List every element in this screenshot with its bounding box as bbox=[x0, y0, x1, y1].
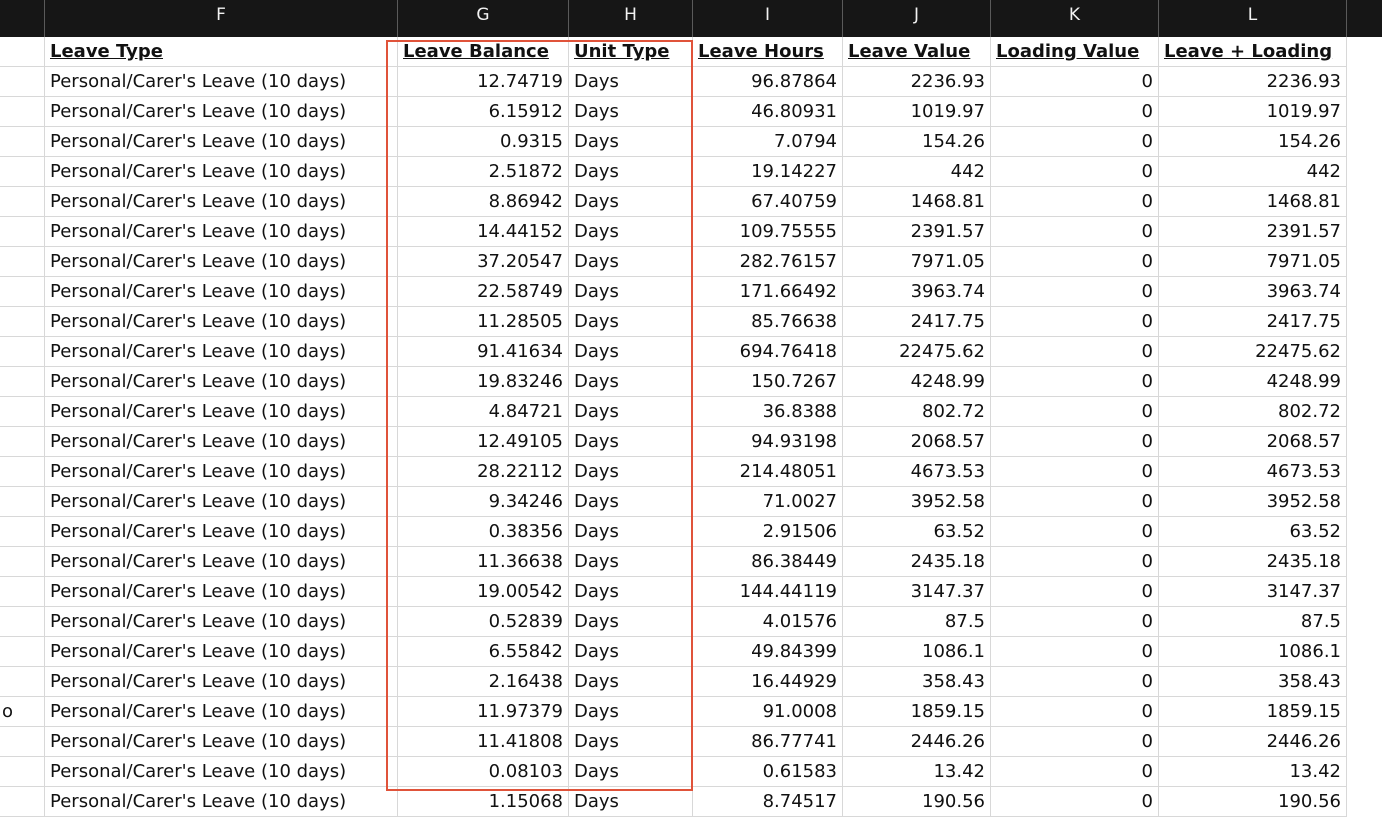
table-cell[interactable]: 2446.26 bbox=[1159, 727, 1347, 757]
table-cell[interactable]: 1859.15 bbox=[843, 697, 991, 727]
table-cell[interactable]: 7.0794 bbox=[693, 127, 843, 157]
table-cell[interactable]: Personal/Carer's Leave (10 days) bbox=[45, 97, 398, 127]
table-cell[interactable]: 22475.62 bbox=[1159, 337, 1347, 367]
row-gutter-cell[interactable] bbox=[0, 427, 45, 457]
table-cell[interactable]: Personal/Carer's Leave (10 days) bbox=[45, 307, 398, 337]
row-gutter-cell[interactable] bbox=[0, 607, 45, 637]
table-cell[interactable]: 36.8388 bbox=[693, 397, 843, 427]
table-row bbox=[0, 367, 1382, 397]
table-cell[interactable]: Personal/Carer's Leave (10 days) bbox=[45, 127, 398, 157]
table-cell[interactable]: Days bbox=[569, 457, 693, 487]
table-cell[interactable]: 0 bbox=[991, 217, 1159, 247]
table-cell[interactable]: Days bbox=[569, 307, 693, 337]
table-cell[interactable]: 14.44152 bbox=[398, 217, 569, 247]
table-cell[interactable]: 11.97379 bbox=[398, 697, 569, 727]
table-cell[interactable]: Personal/Carer's Leave (10 days) bbox=[45, 397, 398, 427]
table-cell[interactable]: Days bbox=[569, 187, 693, 217]
header-cell[interactable]: Leave Balance bbox=[398, 37, 569, 67]
table-cell[interactable]: 1086.1 bbox=[843, 637, 991, 667]
table-cell[interactable]: 4248.99 bbox=[843, 367, 991, 397]
table-cell[interactable]: Personal/Carer's Leave (10 days) bbox=[45, 517, 398, 547]
table-cell[interactable]: Days bbox=[569, 97, 693, 127]
table-cell[interactable]: Days bbox=[569, 337, 693, 367]
table-cell[interactable]: 2236.93 bbox=[1159, 67, 1347, 97]
table-cell[interactable]: 358.43 bbox=[1159, 667, 1347, 697]
table-cell[interactable]: 6.15912 bbox=[398, 97, 569, 127]
table-row bbox=[0, 727, 1382, 757]
table-cell[interactable]: Days bbox=[569, 697, 693, 727]
table-cell[interactable]: 1019.97 bbox=[1159, 97, 1347, 127]
table-cell[interactable]: 2435.18 bbox=[1159, 547, 1347, 577]
table-cell[interactable]: Days bbox=[569, 637, 693, 667]
table-cell[interactable]: 0 bbox=[991, 187, 1159, 217]
table-cell[interactable]: 0 bbox=[991, 637, 1159, 667]
table-cell[interactable]: 37.20547 bbox=[398, 247, 569, 277]
row-gutter-cell[interactable] bbox=[0, 547, 45, 577]
table-cell[interactable]: 802.72 bbox=[1159, 397, 1347, 427]
table-cell[interactable]: 3147.37 bbox=[1159, 577, 1347, 607]
row-gutter-cell[interactable] bbox=[0, 397, 45, 427]
table-cell[interactable]: 7971.05 bbox=[843, 247, 991, 277]
table-cell[interactable]: Days bbox=[569, 517, 693, 547]
table-cell[interactable]: Days bbox=[569, 487, 693, 517]
table-cell[interactable]: 4248.99 bbox=[1159, 367, 1347, 397]
table-cell[interactable]: 86.38449 bbox=[693, 547, 843, 577]
row-header-corner[interactable] bbox=[0, 0, 45, 37]
table-cell[interactable]: 442 bbox=[1159, 157, 1347, 187]
table-cell[interactable]: 94.93198 bbox=[693, 427, 843, 457]
table-cell[interactable]: 67.40759 bbox=[693, 187, 843, 217]
table-cell[interactable]: 190.56 bbox=[843, 787, 991, 817]
table-cell[interactable]: Personal/Carer's Leave (10 days) bbox=[45, 727, 398, 757]
table-cell[interactable]: Personal/Carer's Leave (10 days) bbox=[45, 337, 398, 367]
table-cell[interactable]: 63.52 bbox=[843, 517, 991, 547]
table-cell[interactable]: Personal/Carer's Leave (10 days) bbox=[45, 667, 398, 697]
table-cell[interactable]: 86.77741 bbox=[693, 727, 843, 757]
column-letter-l[interactable]: L bbox=[1159, 0, 1347, 37]
table-cell[interactable]: 71.0027 bbox=[693, 487, 843, 517]
table-cell[interactable]: Personal/Carer's Leave (10 days) bbox=[45, 487, 398, 517]
table-cell[interactable]: 1468.81 bbox=[843, 187, 991, 217]
row-gutter-cell[interactable] bbox=[0, 487, 45, 517]
table-row bbox=[0, 247, 1382, 277]
row-gutter-cell[interactable] bbox=[0, 457, 45, 487]
table-cell[interactable]: 171.66492 bbox=[693, 277, 843, 307]
row-gutter-cell[interactable] bbox=[0, 667, 45, 697]
table-cell[interactable]: 0 bbox=[991, 667, 1159, 697]
table-cell[interactable]: 11.36638 bbox=[398, 547, 569, 577]
table-cell[interactable]: 2446.26 bbox=[843, 727, 991, 757]
table-cell[interactable]: Days bbox=[569, 547, 693, 577]
header-cell[interactable]: Loading Value bbox=[991, 37, 1159, 67]
table-cell[interactable]: 1086.1 bbox=[1159, 637, 1347, 667]
table-cell[interactable]: Personal/Carer's Leave (10 days) bbox=[45, 547, 398, 577]
table-cell[interactable]: 8.86942 bbox=[398, 187, 569, 217]
table-cell[interactable]: Days bbox=[569, 277, 693, 307]
table-row bbox=[0, 397, 1382, 427]
table-cell[interactable]: 2417.75 bbox=[1159, 307, 1347, 337]
table-cell[interactable]: 63.52 bbox=[1159, 517, 1347, 547]
table-row bbox=[0, 787, 1382, 817]
table-cell[interactable]: Days bbox=[569, 667, 693, 697]
table-cell[interactable]: 0 bbox=[991, 517, 1159, 547]
row-gutter-cell[interactable] bbox=[0, 367, 45, 397]
table-cell[interactable]: 19.00542 bbox=[398, 577, 569, 607]
column-letter-j[interactable]: J bbox=[843, 0, 991, 37]
table-cell[interactable]: 0 bbox=[991, 427, 1159, 457]
table-cell[interactable]: 0 bbox=[991, 457, 1159, 487]
table-cell[interactable]: Days bbox=[569, 757, 693, 787]
table-cell[interactable]: Personal/Carer's Leave (10 days) bbox=[45, 217, 398, 247]
table-cell[interactable]: 28.22112 bbox=[398, 457, 569, 487]
table-row bbox=[0, 307, 1382, 337]
table-cell[interactable]: 0 bbox=[991, 127, 1159, 157]
table-cell[interactable]: Days bbox=[569, 577, 693, 607]
table-cell[interactable]: 96.87864 bbox=[693, 67, 843, 97]
row-gutter-cell[interactable] bbox=[0, 637, 45, 667]
table-cell[interactable]: 1019.97 bbox=[843, 97, 991, 127]
table-cell[interactable]: Personal/Carer's Leave (10 days) bbox=[45, 787, 398, 817]
table-cell[interactable]: 0 bbox=[991, 97, 1159, 127]
table-cell[interactable]: 109.75555 bbox=[693, 217, 843, 247]
table-cell[interactable]: 19.14227 bbox=[693, 157, 843, 187]
table-cell[interactable]: 2.16438 bbox=[398, 667, 569, 697]
table-cell[interactable]: 91.41634 bbox=[398, 337, 569, 367]
row-gutter-cell[interactable] bbox=[0, 37, 45, 67]
table-cell[interactable]: Days bbox=[569, 427, 693, 457]
table-row bbox=[0, 187, 1382, 217]
table-cell[interactable]: 282.76157 bbox=[693, 247, 843, 277]
row-gutter-cell[interactable] bbox=[0, 307, 45, 337]
table-cell[interactable]: 150.7267 bbox=[693, 367, 843, 397]
table-cell[interactable]: 8.74517 bbox=[693, 787, 843, 817]
table-cell[interactable]: 12.49105 bbox=[398, 427, 569, 457]
table-cell[interactable]: 2.51872 bbox=[398, 157, 569, 187]
table-cell[interactable]: Personal/Carer's Leave (10 days) bbox=[45, 427, 398, 457]
table-cell[interactable]: 0.08103 bbox=[398, 757, 569, 787]
table-cell[interactable]: 6.55842 bbox=[398, 637, 569, 667]
table-cell[interactable]: Personal/Carer's Leave (10 days) bbox=[45, 187, 398, 217]
column-letter-h[interactable]: H bbox=[569, 0, 693, 37]
table-cell[interactable]: 11.41808 bbox=[398, 727, 569, 757]
header-cell[interactable]: Leave Hours bbox=[693, 37, 843, 67]
table-cell[interactable]: 0 bbox=[991, 487, 1159, 517]
table-cell[interactable]: 2236.93 bbox=[843, 67, 991, 97]
table-cell[interactable]: Days bbox=[569, 157, 693, 187]
table-row bbox=[0, 517, 1382, 547]
table-cell[interactable]: 0.61583 bbox=[693, 757, 843, 787]
table-cell[interactable]: 3963.74 bbox=[843, 277, 991, 307]
table-cell[interactable]: 1859.15 bbox=[1159, 697, 1347, 727]
table-cell[interactable]: 4673.53 bbox=[1159, 457, 1347, 487]
column-header-bar bbox=[0, 0, 1382, 37]
table-cell[interactable]: 1.15068 bbox=[398, 787, 569, 817]
table-cell[interactable]: 16.44929 bbox=[693, 667, 843, 697]
table-cell[interactable]: Days bbox=[569, 367, 693, 397]
table-cell[interactable]: 0 bbox=[991, 67, 1159, 97]
table-cell[interactable]: 1468.81 bbox=[1159, 187, 1347, 217]
table-cell[interactable]: 2391.57 bbox=[1159, 217, 1347, 247]
row-gutter-cell[interactable] bbox=[0, 787, 45, 817]
table-cell[interactable]: Days bbox=[569, 67, 693, 97]
row-gutter-cell[interactable] bbox=[0, 577, 45, 607]
header-cell[interactable]: Leave Type bbox=[45, 37, 398, 67]
table-cell[interactable]: 0 bbox=[991, 277, 1159, 307]
table-cell[interactable]: 22.58749 bbox=[398, 277, 569, 307]
table-cell[interactable]: 2.91506 bbox=[693, 517, 843, 547]
row-gutter-cell[interactable] bbox=[0, 97, 45, 127]
table-cell[interactable]: Days bbox=[569, 787, 693, 817]
table-cell[interactable]: 0 bbox=[991, 247, 1159, 277]
table-row bbox=[0, 217, 1382, 247]
row-gutter-cell[interactable] bbox=[0, 727, 45, 757]
table-cell[interactable]: 144.44119 bbox=[693, 577, 843, 607]
table-cell[interactable]: Personal/Carer's Leave (10 days) bbox=[45, 607, 398, 637]
table-row bbox=[0, 337, 1382, 367]
table-cell[interactable]: 0.38356 bbox=[398, 517, 569, 547]
table-cell[interactable]: 87.5 bbox=[843, 607, 991, 637]
table-cell[interactable]: 91.0008 bbox=[693, 697, 843, 727]
row-gutter-cell[interactable] bbox=[0, 247, 45, 277]
table-row bbox=[0, 97, 1382, 127]
table-cell[interactable]: Personal/Carer's Leave (10 days) bbox=[45, 577, 398, 607]
table-cell[interactable]: Days bbox=[569, 397, 693, 427]
table-row bbox=[0, 67, 1382, 97]
table-cell[interactable]: Personal/Carer's Leave (10 days) bbox=[45, 247, 398, 277]
table-cell[interactable]: Days bbox=[569, 607, 693, 637]
table-cell[interactable]: 2417.75 bbox=[843, 307, 991, 337]
table-cell[interactable]: 4.84721 bbox=[398, 397, 569, 427]
table-cell[interactable]: Personal/Carer's Leave (10 days) bbox=[45, 277, 398, 307]
table-cell[interactable]: Personal/Carer's Leave (10 days) bbox=[45, 757, 398, 787]
row-gutter-cell[interactable] bbox=[0, 157, 45, 187]
table-cell[interactable]: 3952.58 bbox=[1159, 487, 1347, 517]
table-cell[interactable]: 13.42 bbox=[1159, 757, 1347, 787]
table-cell[interactable]: 2068.57 bbox=[1159, 427, 1347, 457]
table-cell[interactable]: Days bbox=[569, 127, 693, 157]
table-cell[interactable]: 46.80931 bbox=[693, 97, 843, 127]
row-gutter-cell[interactable] bbox=[0, 277, 45, 307]
table-cell[interactable]: 87.5 bbox=[1159, 607, 1347, 637]
table-row bbox=[0, 547, 1382, 577]
table-cell[interactable]: 214.48051 bbox=[693, 457, 843, 487]
table-cell[interactable]: 0 bbox=[991, 157, 1159, 187]
table-cell[interactable]: Personal/Carer's Leave (10 days) bbox=[45, 697, 398, 727]
table-cell[interactable]: 13.42 bbox=[843, 757, 991, 787]
table-cell[interactable]: 4673.53 bbox=[843, 457, 991, 487]
table-cell[interactable]: 9.34246 bbox=[398, 487, 569, 517]
table-cell[interactable]: 0 bbox=[991, 787, 1159, 817]
row-gutter-cell[interactable]: o bbox=[0, 697, 45, 727]
table-cell[interactable]: 358.43 bbox=[843, 667, 991, 697]
row-gutter-cell[interactable] bbox=[0, 187, 45, 217]
table-cell[interactable]: 694.76418 bbox=[693, 337, 843, 367]
table-row bbox=[0, 277, 1382, 307]
table-cell[interactable]: 11.28505 bbox=[398, 307, 569, 337]
header-row bbox=[0, 37, 1382, 67]
table-cell[interactable]: 3963.74 bbox=[1159, 277, 1347, 307]
table-cell[interactable]: Personal/Carer's Leave (10 days) bbox=[45, 367, 398, 397]
table-cell[interactable]: Days bbox=[569, 727, 693, 757]
table-cell[interactable]: 154.26 bbox=[1159, 127, 1347, 157]
table-row bbox=[0, 427, 1382, 457]
table-cell[interactable]: 2068.57 bbox=[843, 427, 991, 457]
table-cell[interactable]: 154.26 bbox=[843, 127, 991, 157]
table-cell[interactable]: 0 bbox=[991, 757, 1159, 787]
row-gutter-cell[interactable] bbox=[0, 517, 45, 547]
header-cell[interactable]: Unit Type bbox=[569, 37, 693, 67]
row-gutter-cell[interactable] bbox=[0, 127, 45, 157]
table-cell[interactable]: 0 bbox=[991, 397, 1159, 427]
table-cell[interactable]: 12.74719 bbox=[398, 67, 569, 97]
table-cell[interactable]: 0 bbox=[991, 547, 1159, 577]
table-row bbox=[0, 127, 1382, 157]
table-row bbox=[0, 667, 1382, 697]
row-gutter-cell[interactable] bbox=[0, 337, 45, 367]
table-row bbox=[0, 697, 1382, 727]
table-cell[interactable]: 4.01576 bbox=[693, 607, 843, 637]
table-cell[interactable]: 0 bbox=[991, 577, 1159, 607]
column-letter-f[interactable]: F bbox=[45, 0, 398, 37]
table-cell[interactable]: 802.72 bbox=[843, 397, 991, 427]
table-cell[interactable]: 0 bbox=[991, 727, 1159, 757]
table-cell[interactable]: 0 bbox=[991, 607, 1159, 637]
row-gutter-cell[interactable] bbox=[0, 67, 45, 97]
table-cell[interactable]: 22475.62 bbox=[843, 337, 991, 367]
row-gutter-cell[interactable] bbox=[0, 757, 45, 787]
table-cell[interactable]: 85.76638 bbox=[693, 307, 843, 337]
table-row bbox=[0, 607, 1382, 637]
table-cell[interactable]: Days bbox=[569, 247, 693, 277]
table-cell[interactable]: 19.83246 bbox=[398, 367, 569, 397]
table-row bbox=[0, 157, 1382, 187]
table-row bbox=[0, 757, 1382, 787]
column-letter-g[interactable]: G bbox=[398, 0, 569, 37]
table-cell[interactable]: 442 bbox=[843, 157, 991, 187]
table-cell[interactable]: 7971.05 bbox=[1159, 247, 1347, 277]
table-cell[interactable]: Personal/Carer's Leave (10 days) bbox=[45, 457, 398, 487]
header-cell[interactable]: Leave Value bbox=[843, 37, 991, 67]
row-gutter-cell[interactable] bbox=[0, 217, 45, 247]
table-cell[interactable]: Personal/Carer's Leave (10 days) bbox=[45, 67, 398, 97]
table-cell[interactable]: 49.84399 bbox=[693, 637, 843, 667]
column-letter-k[interactable]: K bbox=[991, 0, 1159, 37]
table-cell[interactable]: 0 bbox=[991, 337, 1159, 367]
table-cell[interactable]: Personal/Carer's Leave (10 days) bbox=[45, 157, 398, 187]
table-cell[interactable]: Days bbox=[569, 217, 693, 247]
table-row bbox=[0, 457, 1382, 487]
table-cell[interactable]: 190.56 bbox=[1159, 787, 1347, 817]
column-letter-i[interactable]: I bbox=[693, 0, 843, 37]
table-cell[interactable]: 2391.57 bbox=[843, 217, 991, 247]
table-row bbox=[0, 637, 1382, 667]
table-cell[interactable]: 0 bbox=[991, 697, 1159, 727]
table-cell[interactable]: Personal/Carer's Leave (10 days) bbox=[45, 637, 398, 667]
table-cell[interactable]: 0.52839 bbox=[398, 607, 569, 637]
table-cell[interactable]: 0 bbox=[991, 367, 1159, 397]
table-cell[interactable]: 3952.58 bbox=[843, 487, 991, 517]
table-cell[interactable]: 0 bbox=[991, 307, 1159, 337]
table-row bbox=[0, 577, 1382, 607]
table-cell[interactable]: 2435.18 bbox=[843, 547, 991, 577]
table-cell[interactable]: 3147.37 bbox=[843, 577, 991, 607]
table-cell[interactable]: 0.9315 bbox=[398, 127, 569, 157]
header-cell[interactable]: Leave + Loading bbox=[1159, 37, 1347, 67]
table-row bbox=[0, 487, 1382, 517]
